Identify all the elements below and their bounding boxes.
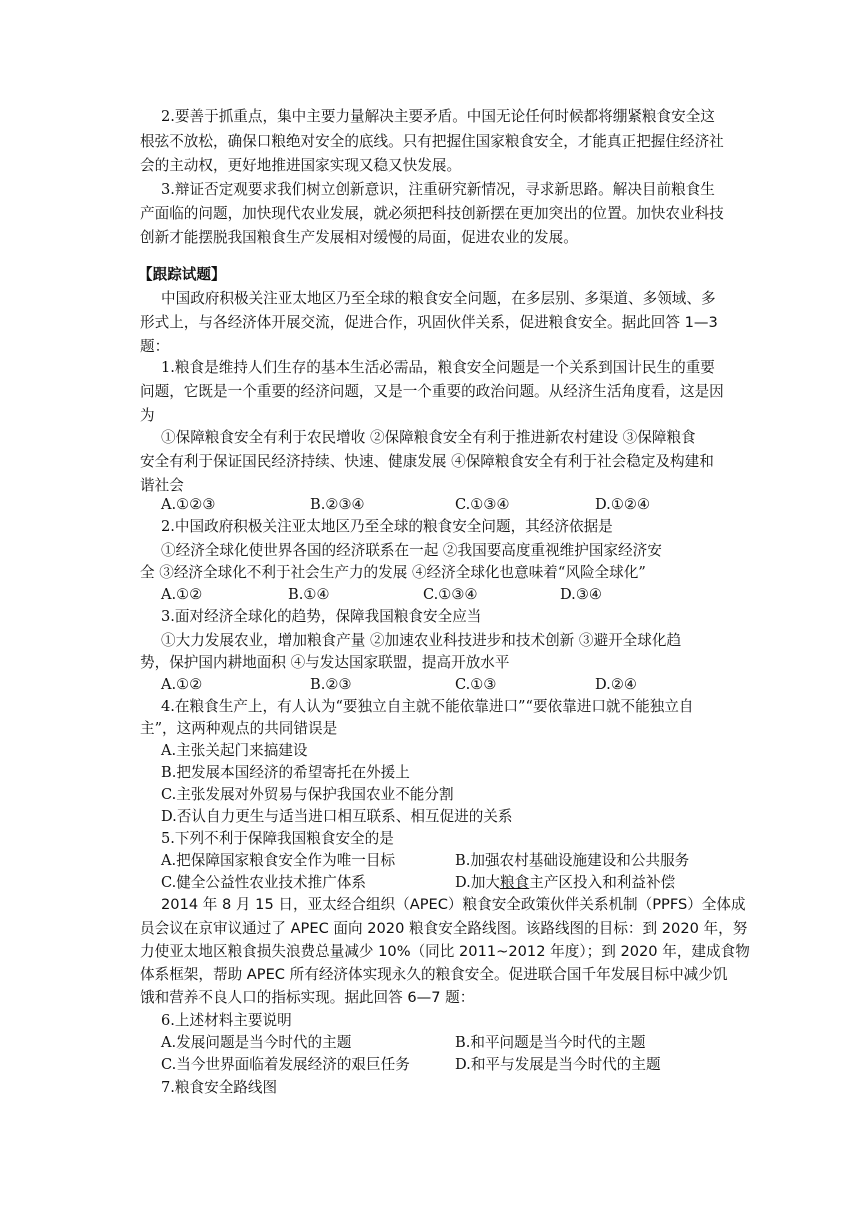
- intro2-line1: 2014 年 8 月 15 日，亚太经合组织（APEC）粮食安全政策伙伴关系机制（PPFS）全体成: [161, 896, 746, 913]
- q2-option-c[interactable]: C.①③④: [423, 586, 478, 603]
- q1-stem-line2: 问题，它既是一个重要的经济问题，又是一个重要的政治问题。从经济生活角度看，这是因: [140, 383, 724, 400]
- q3-option-d[interactable]: D.②④: [595, 676, 637, 693]
- analysis-p2-line1: 2.要善于抓重点，集中主要力量解决主要矛盾。中国无论任何时候都将绷紧粮食安全这: [161, 108, 715, 125]
- q5-option-d-suffix: 主产区投入和利益补偿: [529, 874, 676, 891]
- q1-stem-line1: 1.粮食是维持人们生存的基本生活必需品，粮食安全问题是一个关系到国计民生的重要: [161, 359, 715, 376]
- q5-option-d[interactable]: [455, 872, 675, 894]
- q1-option-b[interactable]: B.②③④: [310, 496, 365, 513]
- q1-option-a[interactable]: A.①②③: [161, 496, 216, 513]
- q4-option-d[interactable]: D.否认自力更生与适当进口相互联系、相互促进的关系: [161, 808, 513, 825]
- q3-option-a[interactable]: A.①②: [161, 676, 203, 693]
- intro1-line1: 中国政府积极关注亚太地区乃至全球的粮食安全问题，在多层别、多渠道、多领域、多: [161, 290, 716, 307]
- q4-stem-line2: 主”，这两种观点的共同错误是: [140, 720, 338, 737]
- intro2-line3: 力使亚太地区粮食损失浪费总量减少 10%（同比 2011~2012 年度）；到 2020 年，建成食物: [140, 943, 750, 960]
- q3-stem: 3.面对经济全球化的趋势，保障我国粮食安全应当: [161, 608, 482, 625]
- q2-option-d[interactable]: D.③④: [560, 586, 602, 603]
- q6-option-d[interactable]: D.和平与发展是当今时代的主题: [455, 1056, 661, 1073]
- q5-option-b[interactable]: B.加强农村基础设施建设和公共服务: [455, 852, 690, 869]
- q2-option-a[interactable]: A.①②: [161, 586, 203, 603]
- q4-option-a[interactable]: A.主张关起门来搞建设: [161, 742, 308, 759]
- q5-option-c[interactable]: C.健全公益性农业技术推广体系: [161, 874, 367, 891]
- q4-option-c[interactable]: C.主张发展对外贸易与保护我国农业不能分割: [161, 786, 454, 803]
- q4-stem-line1: 4.在粮食生产上，有人认为“要独立自主就不能依靠进口”“要依靠进口就不能独立自: [161, 698, 694, 715]
- q6-option-a[interactable]: A.发展问题是当今时代的主题: [161, 1034, 352, 1051]
- intro2-line5: 饿和营养不良人口的指标实现。据此回答 6—7 题：: [140, 989, 475, 1006]
- q7-stem: 7.粮食安全路线图: [161, 1079, 278, 1096]
- analysis-p3-line2: 产面临的问题，加快现代农业发展，就必须把科技创新摆在更加突出的位置。加快农业科技: [140, 205, 724, 222]
- q4-option-b[interactable]: B.把发展本国经济的希望寄托在外援上: [161, 764, 410, 781]
- intro2-line4: 体系框架，帮助 APEC 所有经济体实现永久的粮食安全。促进联合国千年发展目标中减少饥: [140, 966, 728, 983]
- q6-option-b[interactable]: B.和平问题是当今时代的主题: [455, 1034, 646, 1051]
- intro1-line3: 题：: [140, 338, 170, 355]
- q1-items-line1: ①保障粮食安全有利于农民增收 ②保障粮食安全有利于推进新农村建设 ③保障粮食: [161, 429, 696, 446]
- analysis-p2-line3: 会的主动权，更好地推进国家实现又稳又快发展。: [140, 157, 462, 174]
- q2-items-line2: 全 ③经济全球化不利于社会生产力的发展 ④经济全球化也意味着“风险全球化”: [140, 564, 646, 581]
- analysis-p2-line2: 根弦不放松，确保口粮绝对安全的底线。只有把握住国家粮食安全，才能真正把握住经济社: [140, 133, 724, 150]
- q3-items-line2: 势，保护国内耕地面积 ④与发达国家联盟，提高开放水平: [140, 654, 510, 671]
- q2-stem: 2.中国政府积极关注亚太地区乃至全球的粮食安全问题，其经济依据是: [161, 518, 613, 535]
- q3-option-c[interactable]: C.①③: [455, 676, 497, 693]
- q5-option-d-underlined: 粮食: [500, 874, 530, 891]
- q2-option-b[interactable]: B.①④: [288, 586, 330, 603]
- q1-stem-line3: 为: [140, 407, 155, 424]
- analysis-p3-line3: 创新才能摆脱我国粮食生产发展相对缓慢的局面，促进农业的发展。: [140, 229, 578, 246]
- q2-items-line1: ①经济全球化使世界各国的经济联系在一起 ②我国要高度重视维护国家经济安: [161, 542, 662, 559]
- q3-option-b[interactable]: B.②③: [310, 676, 352, 693]
- q6-stem: 6.上述材料主要说明: [161, 1012, 292, 1029]
- q6-option-c[interactable]: C.当今世界面临着发展经济的艰巨任务: [161, 1056, 410, 1073]
- q5-option-d-prefix: D.加大: [455, 874, 501, 891]
- q3-items-line1: ①大力发展农业，增加粮食产量 ②加速农业科技进步和技术创新 ③避开全球化趋: [161, 632, 682, 649]
- intro2-line2: 员会议在京审议通过了 APEC 面向 2020 粮食安全路线图。该路线图的目标：到 2020 年，努: [140, 920, 748, 937]
- intro1-line2: 形式上，与各经济体开展交流，促进合作，巩固伙伴关系，促进粮食安全。据此回答 1—3: [140, 314, 718, 331]
- section-title: 【跟踪试题】: [138, 266, 226, 283]
- q1-items-line3: 谐社会: [140, 477, 184, 494]
- q5-option-a[interactable]: A.把保障国家粮食安全作为唯一目标: [161, 852, 396, 869]
- analysis-p3-line1: 3.辩证否定观要求我们树立创新意识，注重研究新情况，寻求新思路。解决目前粮食生: [161, 181, 715, 198]
- q5-stem: 5.下列不利于保障我国粮食安全的是: [161, 830, 394, 847]
- q1-items-line2: 安全有利于保证国民经济持续、快速、健康发展 ④保障粮食安全有利于社会稳定及构建和: [140, 453, 714, 470]
- q1-option-d[interactable]: D.①②④: [595, 496, 651, 513]
- q1-option-c[interactable]: C.①③④: [455, 496, 510, 513]
